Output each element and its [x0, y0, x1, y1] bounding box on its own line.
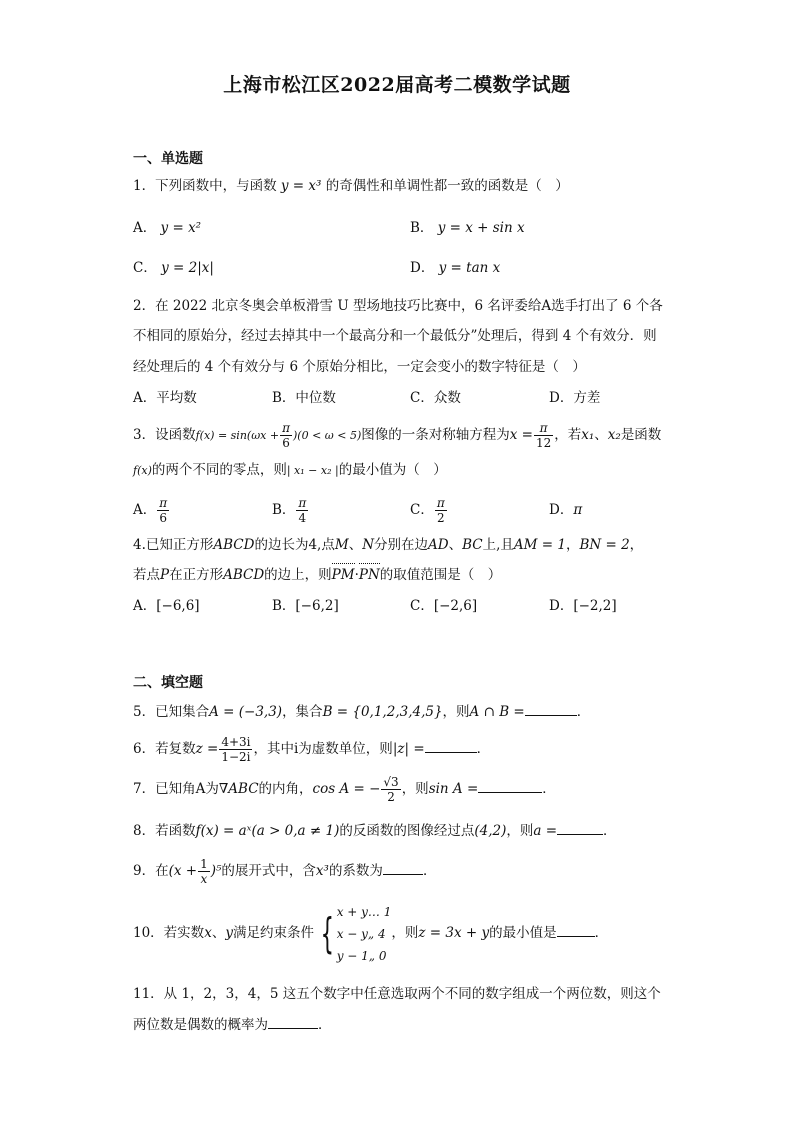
q10-answer-blank[interactable]	[557, 922, 595, 937]
q10-constraint-2: x − y„ 4	[336, 926, 386, 941]
q2-line-3: 经处理后的 4 个有效分与 6 个原始分相比，一定会变小的数字特征是（ ）	[133, 359, 586, 375]
q1-text-b: 的奇偶性和单调性都一致的函数是（ ）	[325, 178, 569, 194]
q1-opt-d-expr: y = tan x	[438, 260, 501, 276]
q3-func-frac-num: π	[282, 421, 290, 435]
q3-x1: x₁	[581, 427, 595, 443]
q8-end: ．	[603, 823, 617, 839]
q4-text-i: 若点	[133, 567, 160, 583]
q6-text-a: 6．若复数	[133, 741, 196, 757]
q3-opt-c-num: π	[436, 496, 445, 510]
q7-line	[133, 774, 556, 804]
q4-bc: BC	[462, 537, 483, 553]
q9-x3: x³	[315, 863, 329, 879]
q8-answer-blank[interactable]	[557, 820, 603, 835]
q6-line	[133, 734, 490, 764]
q10-y: y	[225, 925, 233, 941]
q11-line-2	[133, 1014, 332, 1035]
q1-opt-a-expr: y = x²	[160, 220, 202, 236]
q3-func-frac-den: 6	[282, 436, 290, 450]
q5-text-b: ，集合	[282, 704, 323, 720]
q10-text-c: ，则	[391, 925, 419, 941]
q6-frac-den: 1−2i	[221, 750, 251, 764]
q1-option-c	[133, 258, 214, 278]
q4-bn: BN = 2	[579, 537, 630, 553]
q4-option-c: C．[−2,6]	[410, 598, 478, 614]
q4-ad: AD	[428, 537, 449, 553]
q4-text-k: 的边上，则	[264, 567, 332, 583]
q1-opt-c-expr: y = 2|x|	[161, 260, 214, 276]
q7-frac-den: 2	[387, 790, 395, 804]
q4-n: N	[362, 537, 374, 553]
q3-opt-a-label: A．	[133, 502, 157, 518]
q5-line	[133, 701, 590, 722]
q9-frac	[198, 857, 210, 886]
q1-opt-b-expr: y = x + sin x	[437, 220, 525, 236]
q8-text-b: 的反函数的图像经过点	[339, 823, 475, 839]
q7-text-a: 7．已知角A为	[133, 781, 219, 797]
q9-frac-den: x	[200, 872, 208, 886]
q2-line-1: 2．在 2022 北京冬奥会单板滑雪 U 型场地技巧比赛中，6 名评委给A选手打出了 6 个各	[133, 298, 663, 314]
page-title: 上海市松江区2022届高考二模数学试题	[223, 74, 571, 96]
q3-text-b: 图像的一条对称轴方程为	[361, 427, 510, 443]
q11-answer-blank[interactable]	[268, 1014, 318, 1029]
q5-end: ．	[576, 704, 591, 720]
q5-expr: A ∩ B =	[469, 704, 525, 720]
q3-option-d	[549, 500, 582, 520]
q3-text-c: ，若	[554, 427, 582, 443]
q4-vector-pm: PM	[331, 567, 355, 583]
q4-text-j: 在正方形	[169, 567, 224, 583]
q2-option-b: B．中位数	[272, 390, 336, 406]
q3-axis-frac	[534, 421, 553, 450]
q3-option-c	[410, 494, 448, 526]
q3-opt-a-den: 6	[159, 511, 168, 525]
q1-opt-c-label: C．	[133, 260, 157, 276]
q3-func-tail: )(0 < ω < 5)	[292, 429, 362, 442]
q3-func: f(x) = sin(ωx +	[195, 429, 280, 442]
q2-line-2: 不相同的原始分，经过去掉其中一个最高分和一个最低分”处理后，得到 4 个有效分．则	[133, 328, 657, 344]
q7-answer-blank[interactable]	[478, 778, 542, 793]
q1-expr: y = x³	[280, 178, 322, 194]
q8-text-c: ，则	[506, 823, 534, 839]
q8-func: f(x) = aˣ(a > 0,a ≠ 1)	[195, 823, 340, 839]
q3-opt-d-label: D．	[549, 502, 574, 518]
q3-opt-b-label: B．	[272, 502, 296, 518]
q10-z: z = 3x + y	[418, 925, 490, 941]
q5-set-a: A = (−3,3)	[209, 704, 283, 720]
q10-text-b: 满足约束条件	[232, 925, 314, 941]
q3-func-frac	[280, 421, 292, 450]
q4-abcd: ABCD	[213, 537, 255, 553]
q10-constraint-system	[337, 901, 392, 967]
q6-frac-num: 4+3i	[221, 735, 251, 749]
q4-text-a: 4.已知正方形	[133, 537, 214, 553]
q3-option-a	[133, 494, 170, 526]
q1-opt-d-label: D．	[410, 260, 435, 276]
q10-x: x	[204, 925, 212, 941]
q11-line-1: 11．从 1，2，3，4，5 这五个数字中任意选取两个不同的数字组成一个两位数，则这个	[133, 986, 661, 1002]
q4-p: P	[160, 567, 170, 583]
q9-expr-close: )⁵	[210, 863, 222, 879]
q7-cos: cos A = −	[312, 781, 381, 797]
q3-axis-frac-den: 12	[535, 436, 552, 450]
q11-end: ．	[318, 1017, 332, 1033]
q3-sep: 、	[594, 427, 608, 443]
q3-opt-b-frac	[296, 496, 308, 525]
q4-text-g: ，	[565, 537, 580, 553]
q3-opt-b-num: π	[298, 496, 307, 510]
q9-answer-blank[interactable]	[383, 860, 423, 875]
q5-answer-blank[interactable]	[525, 701, 577, 716]
q1-option-d	[410, 258, 500, 278]
section-heading-fill-blank: 二、填空题	[133, 675, 203, 691]
q3-opt-c-label: C．	[410, 502, 434, 518]
q7-frac	[381, 775, 400, 804]
q9-expr-open: (x +	[168, 863, 198, 879]
q4-text-c: 、	[348, 537, 363, 553]
q3-opt-a-frac	[157, 496, 169, 525]
q3-text-a: 3．设函数	[133, 427, 196, 443]
q6-expr: |z| =	[392, 741, 425, 757]
q3-opt-d-value: π	[573, 502, 583, 518]
q3-opt-c-den: 2	[436, 511, 445, 525]
q9-text-b: 的展开式中，含	[221, 863, 316, 879]
q4-abcd-2: ABCD	[223, 567, 265, 583]
q6-z: z =	[195, 741, 219, 757]
q4-vector-pn: PN	[358, 567, 380, 583]
q10-brace: {	[320, 908, 335, 958]
q9-line	[133, 856, 436, 886]
q4-line-1	[133, 535, 643, 555]
q4-text-f: 上,且	[482, 537, 514, 553]
q4-option-a: A．[−6,6]	[133, 598, 200, 614]
q7-expr: sin A =	[428, 781, 479, 797]
q10-text-d: 的最小值是	[489, 925, 557, 941]
q2-option-a: A．平均数	[133, 390, 197, 406]
q8-point: (4,2)	[474, 823, 507, 839]
q10-text-a: 10．若实数	[133, 925, 205, 941]
q3-text-f: 的最小值为（ ）	[338, 462, 447, 478]
q7-triangle: ∇ABC	[218, 781, 259, 797]
q7-end: ．	[542, 781, 556, 797]
q1-opt-a-label: A．	[133, 220, 157, 236]
q4-option-b: B．[−6,2]	[272, 598, 339, 614]
q6-answer-blank[interactable]	[425, 738, 477, 753]
q3-option-b	[272, 494, 309, 526]
q4-text-d: 分别在边	[374, 537, 428, 553]
q1-option-b	[410, 218, 525, 238]
q3-axis-x: x =	[509, 427, 533, 443]
q5-text-a: 5．已知集合	[133, 704, 210, 720]
q4-line-2	[133, 565, 501, 585]
q3-axis-frac-num: π	[534, 421, 553, 436]
q10-sep: 、	[211, 925, 226, 941]
q9-text-a: 9．在	[133, 863, 169, 879]
q4-text-h: ，	[629, 537, 644, 553]
q7-text-b: 的内角，	[258, 781, 313, 797]
q4-am: AM = 1	[513, 537, 566, 553]
q9-frac-num: 1	[200, 857, 208, 871]
q11-text: 两位数是偶数的概率为	[133, 1017, 268, 1033]
q1-opt-b-label: B．	[410, 220, 434, 236]
q3-opt-a-num: π	[159, 496, 168, 510]
q10-constraint-3: y − 1„ 0	[336, 948, 387, 963]
q5-text-c: ，则	[442, 704, 470, 720]
q3-text-d: 是函数	[620, 427, 662, 443]
q1-option-a	[133, 218, 201, 238]
q8-text-a: 8．若函数	[133, 823, 196, 839]
section-heading-single-choice: 一、单选题	[133, 151, 203, 167]
q3-x2: x₂	[607, 427, 621, 443]
q2-option-d: D．方差	[549, 390, 601, 406]
q1-text-a: 1．下列函数中，与函数	[133, 178, 277, 194]
q4-text-b: 的边长为4,点	[254, 537, 335, 553]
q4-text-e: 、	[448, 537, 463, 553]
q3-abs: | x₁ − x₂ |	[286, 464, 339, 477]
q3-fx: f(x)	[133, 464, 152, 477]
q3-line-1	[133, 418, 661, 453]
q6-frac	[219, 735, 252, 764]
q10-end: ．	[594, 925, 609, 941]
q7-text-c: ，则	[401, 781, 429, 797]
q10-line	[133, 900, 608, 967]
question-1-stem	[133, 176, 569, 196]
q6-text-b: ，其中i为虚数单位，则	[253, 741, 393, 757]
q4-dot: ·	[354, 567, 359, 583]
q5-set-b: B = {0,1,2,3,4,5}	[322, 704, 443, 720]
q7-frac-num: √3	[383, 775, 399, 789]
q4-text-l: 的取值范围是（ ）	[379, 567, 502, 583]
q3-opt-b-den: 4	[298, 511, 307, 525]
q8-expr: a =	[533, 823, 558, 839]
q4-m: M	[334, 537, 349, 553]
q3-text-e: 的两个不同的零点，则	[151, 462, 287, 478]
q8-line	[133, 820, 617, 841]
q3-line-2	[133, 460, 447, 481]
q2-option-c: C．众数	[410, 390, 461, 406]
q10-constraint-1: x + y… 1	[336, 904, 392, 919]
q3-opt-c-frac	[435, 496, 447, 525]
q4-option-d: D．[−2,2]	[549, 598, 617, 614]
q6-end: ．	[476, 741, 491, 757]
q9-text-c: 的系数为	[328, 863, 383, 879]
q9-end: ．	[422, 863, 437, 879]
